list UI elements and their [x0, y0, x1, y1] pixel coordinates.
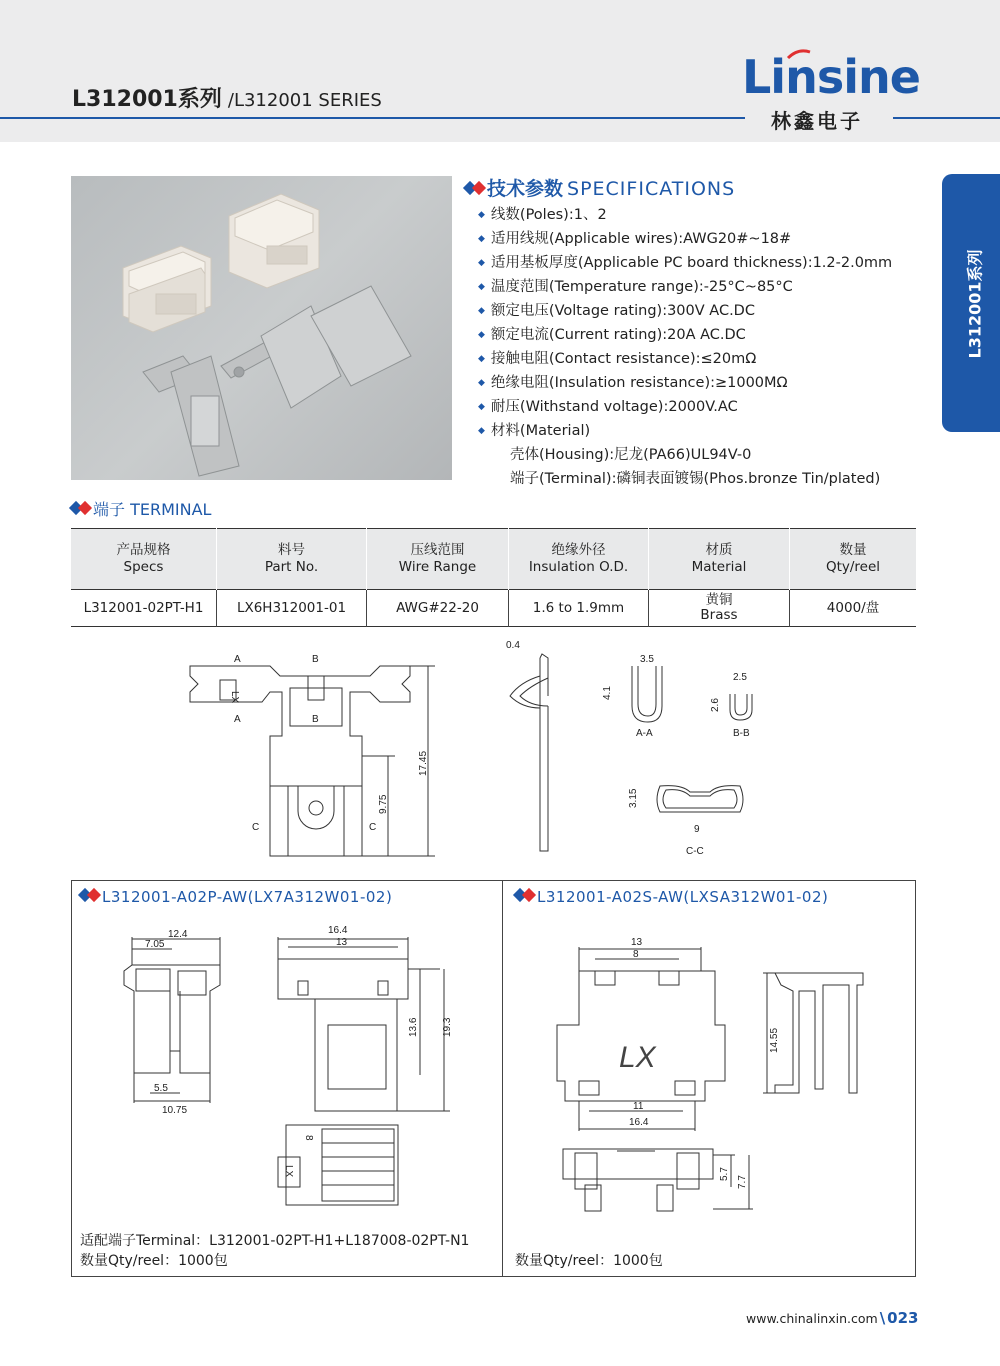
diamond-bullet-icon — [71, 502, 93, 516]
spec-sub-item: 壳体(Housing):尼龙(PA66)UL94V-0 — [510, 447, 752, 463]
dim-13: 13 — [631, 937, 643, 948]
series-title-cn: L312001系列 — [72, 87, 222, 112]
product-photo — [71, 176, 452, 480]
label-a: A — [234, 714, 241, 725]
spec-item — [478, 227, 892, 251]
dim-3-15: 3.15 — [628, 788, 639, 808]
bullet-icon: ◆ — [478, 378, 485, 388]
bullet-icon: ◆ — [478, 282, 485, 292]
spec-item — [478, 251, 892, 275]
dim-4-1: 4.1 — [602, 686, 613, 700]
cell-material: 黄铜 Brass — [649, 590, 790, 627]
left-qty-note: 数量Qty/reel：1000包 — [80, 1253, 228, 1269]
bullet-icon: ◆ — [478, 210, 485, 220]
box-divider — [502, 880, 503, 1277]
spec-item — [478, 371, 892, 395]
spec-text: 绝缘电阻(Insulation resistance):≥1000MΩ — [490, 375, 788, 391]
spec-text: 线数(Poles):1、2 — [490, 207, 607, 223]
label-c: C — [252, 822, 260, 833]
compatible-terminal-note: 适配端子Terminal：L312001-02PT-H1+L187008-02PT-N1 — [80, 1233, 470, 1249]
specs-list — [478, 203, 892, 491]
spec-text: 温度范围(Temperature range):-25°C~85°C — [490, 279, 793, 295]
col-header: 材质 Material — [649, 529, 790, 590]
dim-12-4: 12.4 — [168, 929, 188, 940]
spec-sub-item: 端子(Terminal):磷铜表面镀锡(Phos.bronze Tin/plated) — [510, 471, 881, 487]
col-header: 产品规格 Specs — [71, 529, 217, 590]
female-housing-drawing — [545, 925, 885, 1225]
label-section-cc: C-C — [686, 846, 704, 857]
spec-item — [478, 275, 892, 299]
dim-16-4: 16.4 — [629, 1117, 649, 1128]
page-footer — [746, 1309, 918, 1327]
diamond-bullet-icon — [515, 889, 537, 903]
dim-8: 8 — [633, 949, 639, 960]
spec-text: 适用线规(Applicable wires):AWG20#~18# — [490, 231, 792, 247]
footer-url: www.chinalinxin.com — [746, 1311, 878, 1326]
dim-3-5: 3.5 — [640, 654, 654, 665]
spec-text: 额定电流(Current rating):20A AC.DC — [490, 327, 746, 343]
spec-text: 额定电压(Voltage rating):300V AC.DC — [490, 303, 755, 319]
terminal-drawing — [170, 636, 770, 862]
left-box-title — [80, 888, 392, 906]
dim-13: 13 — [336, 937, 348, 948]
right-box-title-text: L312001-A02S-AW(LXSA312W01-02) — [537, 888, 829, 906]
col-header: 料号 Part No. — [217, 529, 367, 590]
spec-text: 适用基板厚度(Applicable PC board thickness):1.2-2.0mm — [490, 255, 893, 271]
table-row — [71, 590, 916, 627]
diamond-bullet-icon — [80, 889, 102, 903]
spec-item — [478, 299, 892, 323]
bullet-icon: ◆ — [478, 258, 485, 268]
spec-item — [478, 203, 892, 227]
col-header: 数量 Qty/reel — [790, 529, 917, 590]
dim-2-6: 2.6 — [710, 698, 721, 712]
dim-10-75: 10.75 — [162, 1105, 188, 1116]
label-c: C — [369, 822, 377, 833]
label-b: B — [312, 714, 319, 725]
footer-separator: \ — [879, 1309, 886, 1327]
diamond-bullet-icon — [465, 182, 487, 196]
dim-0-4: 0.4 — [506, 640, 520, 651]
dim-9: 9 — [694, 824, 700, 835]
label-b: B — [312, 654, 319, 665]
logo-wordmark: Linsine — [742, 50, 920, 104]
page-number: 023 — [887, 1309, 919, 1327]
dim-7-7: 7.7 — [737, 1175, 748, 1189]
cell-qty: 4000/盘 — [790, 590, 917, 627]
spec-text: 耐压(Withstand voltage):2000V.AC — [490, 399, 738, 415]
dim-5-7: 5.7 — [719, 1167, 730, 1181]
logo-swoosh-icon — [786, 48, 812, 60]
specs-heading-en: SPECIFICATIONS — [567, 178, 736, 200]
bullet-icon: ◆ — [478, 354, 485, 364]
right-qty-note: 数量Qty/reel：1000包 — [515, 1253, 663, 1269]
male-housing-drawing — [110, 925, 470, 1225]
spec-item — [478, 419, 892, 443]
product-photo-illustration — [71, 176, 452, 480]
bullet-icon: ◆ — [478, 402, 485, 412]
terminal-heading — [71, 497, 211, 520]
right-box-title — [515, 888, 828, 906]
bullet-icon: ◆ — [478, 426, 485, 436]
side-tab — [942, 174, 1000, 432]
dim-11: 11 — [633, 1101, 644, 1112]
dim-19-3: 19.3 — [442, 1017, 453, 1037]
bullet-icon: ◆ — [478, 330, 485, 340]
spec-item — [478, 323, 892, 347]
cell-spec: L312001-02PT-H1 — [71, 590, 217, 627]
label-section-aa: A-A — [636, 728, 653, 739]
terminal-table — [71, 528, 916, 627]
col-header: 压线范围 Wire Range — [367, 529, 509, 590]
stamp-lx: LX — [619, 1041, 656, 1074]
spec-text: 材料(Material) — [490, 423, 591, 439]
header-rule-left — [0, 117, 745, 119]
side-tab-label: L312001系列 — [965, 249, 985, 359]
spec-item — [478, 347, 892, 371]
cell-wire-range: AWG#22-20 — [367, 590, 509, 627]
page-title — [72, 82, 382, 113]
specs-heading-cn: 技术参数 — [487, 178, 564, 200]
terminal-heading-text: 端子 TERMINAL — [93, 500, 212, 519]
dim-8: 8 — [303, 1135, 314, 1141]
spec-item — [478, 395, 892, 419]
dim-13-6: 13.6 — [408, 1017, 419, 1037]
label-section-bb: B-B — [733, 728, 750, 739]
dim-5-5: 5.5 — [154, 1083, 168, 1094]
stamp-lx: LX — [283, 1165, 294, 1178]
table-header-row — [71, 529, 916, 590]
label-a: A — [234, 654, 241, 665]
series-title-en: /L312001 SERIES — [227, 90, 382, 111]
cell-insulation: 1.6 to 1.9mm — [509, 590, 649, 627]
dim-14-55: 14.55 — [769, 1027, 780, 1053]
dim-16-4: 16.4 — [328, 925, 348, 936]
bullet-icon: ◆ — [478, 306, 485, 316]
col-header: 绝缘外径 Insulation O.D. — [509, 529, 649, 590]
bullet-icon: ◆ — [478, 234, 485, 244]
dim-17-45: 17.45 — [418, 750, 429, 776]
spec-text: 接触电阻(Contact resistance):≤20mΩ — [490, 351, 757, 367]
cell-part-no: LX6H312001-01 — [217, 590, 367, 627]
left-box-title-text: L312001-A02P-AW(LX7A312W01-02) — [102, 888, 393, 906]
specs-heading — [465, 174, 735, 201]
brand-logo — [742, 50, 920, 133]
logo-cn-name: 林鑫电子 — [771, 109, 863, 133]
dim-9-75: 9.75 — [378, 794, 389, 814]
stamp-lx: LX — [229, 691, 240, 704]
dim-2-5: 2.5 — [733, 672, 747, 683]
dim-7-05: 7.05 — [145, 939, 165, 950]
